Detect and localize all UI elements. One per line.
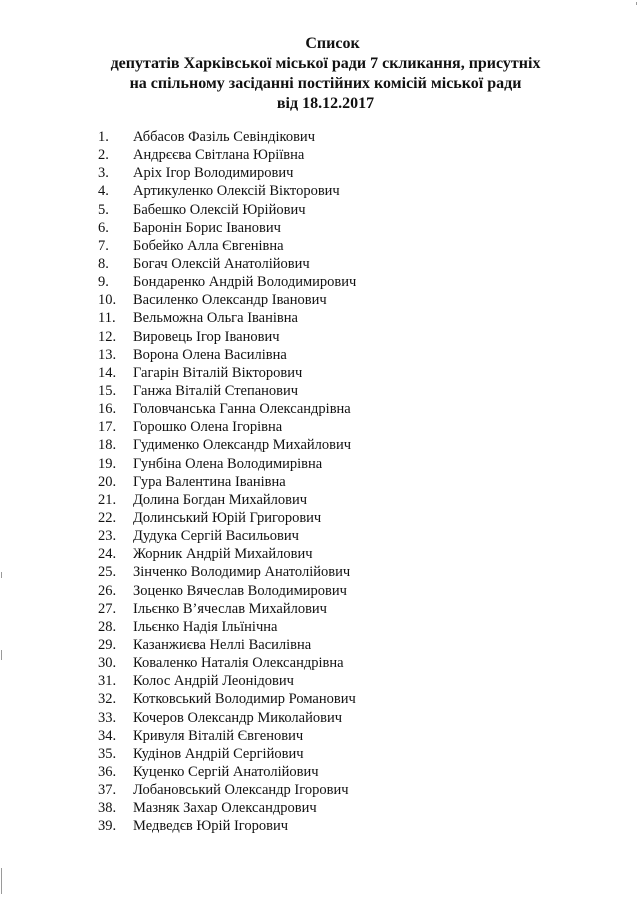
list-item-name: Ільєнко Надія Ільїнічна (133, 618, 278, 635)
list-item-name: Бондаренко Андрій Володимирович (133, 274, 357, 291)
list-item (0, 382, 639, 400)
list-item-number: 39. (98, 818, 117, 835)
list-item (0, 201, 639, 219)
list-item-number: 9. (98, 274, 109, 291)
list-item-number: 32. (98, 691, 117, 708)
list-item-number: 2. (98, 147, 109, 164)
list-item (0, 582, 639, 600)
list-item-name: Кочеров Олександр Миколайович (133, 709, 343, 726)
list-item (0, 182, 639, 200)
list-item-number: 17. (98, 419, 117, 436)
list-item-number: 19. (98, 455, 117, 472)
list-item-number: 5. (98, 201, 109, 218)
list-item-name: Котковський Володимир Романович (133, 691, 356, 708)
list-item-name: Долина Богдан Михайлович (133, 491, 308, 508)
list-item-name: Андрєєва Світлана Юріївна (133, 147, 305, 164)
list-item (0, 491, 639, 509)
list-item (0, 690, 639, 708)
list-item (0, 799, 639, 817)
list-item-name: Бобейко Алла Євгенівна (133, 237, 284, 254)
list-item-name: Кривуля Віталій Євгенович (133, 727, 304, 744)
list-item-name: Аріх Ігор Володимирович (133, 165, 294, 182)
list-item-number: 12. (98, 328, 117, 345)
list-item (0, 255, 639, 273)
list-item (0, 237, 639, 255)
document-subtitle-line-3: від 18.12.2017 (276, 95, 375, 112)
scan-edge-mark (1, 868, 2, 894)
list-item-name: Василенко Олександр Іванович (133, 292, 327, 309)
list-item-name: Ворона Олена Василівна (133, 346, 287, 363)
list-item (0, 545, 639, 563)
list-item (0, 636, 639, 654)
list-item-number: 26. (98, 582, 117, 599)
list-item-number: 4. (98, 183, 109, 200)
list-item-name: Головчанська Ганна Олександрівна (133, 401, 351, 418)
list-item-number: 38. (98, 800, 117, 817)
list-item-name: Гагарін Віталій Вікторович (133, 364, 303, 381)
list-item (0, 600, 639, 618)
list-item-name: Горошко Олена Ігорівна (133, 419, 283, 436)
list-item-name: Жорник Андрій Михайлович (133, 546, 313, 563)
document-subtitle-line-1: депутатів Харківської міської ради 7 скликання, присутніх (110, 55, 541, 72)
list-item-number: 20. (98, 473, 117, 490)
list-item-name: Гудименко Олександр Михайлович (133, 437, 352, 454)
list-item (0, 817, 639, 835)
list-item (0, 509, 639, 527)
list-item (0, 709, 639, 727)
list-item-name: Колос Андрій Леонідович (133, 673, 294, 690)
list-item-number: 37. (98, 782, 117, 799)
list-item (0, 146, 639, 164)
deputy-list (0, 128, 639, 835)
list-item (0, 781, 639, 799)
list-item-name: Артикуленко Олексій Вікторович (133, 183, 340, 200)
list-item (0, 328, 639, 346)
list-item (0, 618, 639, 636)
list-item-name: Куценко Сергій Анатолійович (133, 763, 319, 780)
list-item-number: 34. (98, 727, 117, 744)
list-item-name: Кудінов Андрій Сергійович (133, 745, 304, 762)
list-item-number: 10. (98, 292, 117, 309)
list-item-name: Дудука Сергій Васильович (133, 528, 299, 545)
list-item-number: 1. (98, 129, 109, 145)
list-item-number: 14. (98, 364, 117, 381)
document-subtitle-line-2: на спільному засіданні постійних комісій міської ради (129, 75, 522, 92)
list-item-number: 8. (98, 255, 109, 272)
list-item (0, 128, 639, 146)
list-item-number: 23. (98, 528, 117, 545)
list-item-number: 3. (98, 165, 109, 182)
list-item (0, 309, 639, 327)
list-item-name: Долинський Юрій Григорович (133, 509, 322, 526)
scan-edge-mark (1, 650, 2, 660)
list-item-name: Казанжиєва Неллі Василівна (133, 636, 312, 653)
list-item (0, 563, 639, 581)
list-item-number: 11. (98, 310, 116, 327)
list-item (0, 654, 639, 672)
list-item (0, 346, 639, 364)
list-item (0, 219, 639, 237)
list-item (0, 672, 639, 690)
list-item (0, 745, 639, 763)
list-item-name: Богач Олексій Анатолійович (133, 255, 310, 272)
list-item (0, 527, 639, 545)
list-item-name: Зоценко Вячеслав Володимирович (133, 582, 347, 599)
list-item-name: Баронін Борис Іванович (133, 219, 281, 236)
list-item-name: Аббасов Фазіль Севіндікович (133, 129, 315, 145)
list-item-number: 18. (98, 437, 117, 454)
list-item-number: 30. (98, 655, 117, 672)
list-item-number: 31. (98, 673, 117, 690)
scan-edge-mark (1, 572, 2, 578)
list-item-number: 28. (98, 618, 117, 635)
list-item-number: 13. (98, 346, 117, 363)
list-item-name: Ільєнко В’ячеслав Михайлович (133, 600, 327, 617)
list-item-name: Ганжа Віталій Степанович (133, 382, 299, 399)
document-title: Список (305, 35, 360, 52)
list-item-number: 35. (98, 745, 117, 762)
list-item-name: Лобановський Олександр Ігорович (133, 782, 349, 799)
list-item-number: 36. (98, 763, 117, 780)
list-item-name: Гура Валентина Іванівна (133, 473, 286, 490)
list-item (0, 418, 639, 436)
list-item (0, 364, 639, 382)
list-item (0, 727, 639, 745)
list-item-number: 16. (98, 401, 117, 418)
list-item-number: 25. (98, 564, 117, 581)
list-item-number: 27. (98, 600, 117, 617)
list-item (0, 273, 639, 291)
list-item (0, 436, 639, 454)
list-item-number: 24. (98, 546, 117, 563)
list-item-name: Медведєв Юрій Ігорович (133, 818, 289, 835)
scan-edge-mark (636, 2, 637, 5)
list-item-name: Мазняк Захар Олександрович (133, 800, 317, 817)
list-item (0, 291, 639, 309)
list-item (0, 473, 639, 491)
document-header (0, 34, 639, 114)
list-item-name: Бабешко Олексій Юрійович (133, 201, 306, 218)
list-item (0, 763, 639, 781)
list-item-number: 6. (98, 219, 109, 236)
list-item (0, 400, 639, 418)
list-item (0, 455, 639, 473)
list-item-name: Гунбіна Олена Володимирівна (133, 455, 323, 472)
list-item-number: 7. (98, 237, 109, 254)
list-item-name: Вельможна Ольга Іванівна (133, 310, 298, 327)
list-item-name: Вировець Ігор Іванович (133, 328, 280, 345)
list-item-name: Зінченко Володимир Анатолійович (133, 564, 351, 581)
list-item-number: 21. (98, 491, 117, 508)
list-item-number: 22. (98, 509, 117, 526)
list-item (0, 164, 639, 182)
list-item-name: Коваленко Наталія Олександрівна (133, 655, 344, 672)
list-item-number: 29. (98, 636, 117, 653)
list-item-number: 33. (98, 709, 117, 726)
list-item-number: 15. (98, 382, 117, 399)
